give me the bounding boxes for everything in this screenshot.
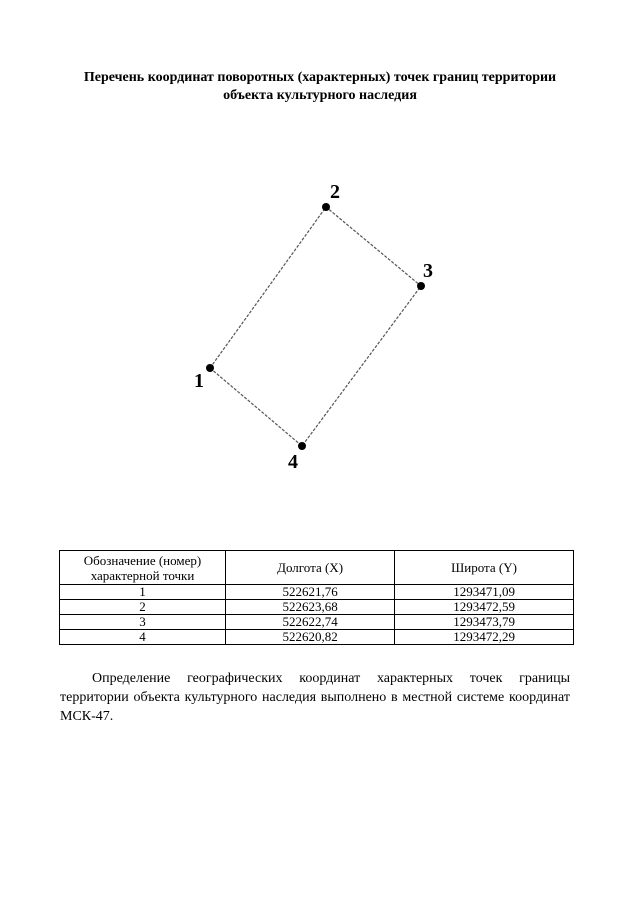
point-label-1: 1 xyxy=(194,370,204,392)
cell-longitude: 522621,76 xyxy=(226,585,395,600)
header-point-designation: Обозначение (номер) характерной точки xyxy=(60,551,226,585)
header-longitude: Долгота (X) xyxy=(226,551,395,585)
cell-longitude: 522622,74 xyxy=(226,615,395,630)
point-marker-2 xyxy=(322,203,330,211)
cell-longitude: 522623,68 xyxy=(226,600,395,615)
coordinates-table xyxy=(59,550,574,645)
point-marker-4 xyxy=(298,442,306,450)
cell-latitude: 1293472,59 xyxy=(395,600,574,615)
table-row xyxy=(60,600,574,615)
cell-point-number: 4 xyxy=(60,630,226,645)
table-row xyxy=(60,615,574,630)
cell-latitude: 1293473,79 xyxy=(395,615,574,630)
cell-latitude: 1293472,29 xyxy=(395,630,574,645)
cell-longitude: 522620,82 xyxy=(226,630,395,645)
cell-latitude: 1293471,09 xyxy=(395,585,574,600)
table-row xyxy=(60,630,574,645)
table-row xyxy=(60,585,574,600)
cell-point-number: 1 xyxy=(60,585,226,600)
point-label-2: 2 xyxy=(330,181,340,203)
cell-point-number: 2 xyxy=(60,600,226,615)
point-marker-1 xyxy=(206,364,214,372)
table-header-row xyxy=(60,551,574,585)
point-label-3: 3 xyxy=(423,260,433,282)
title-line-2: объекта культурного наследия xyxy=(223,88,417,103)
point-marker-3 xyxy=(417,282,425,290)
header-latitude: Широта (Y) xyxy=(395,551,574,585)
cell-point-number: 3 xyxy=(60,615,226,630)
point-label-4: 4 xyxy=(288,451,298,473)
boundary-polygon xyxy=(210,207,421,446)
coordinate-system-note: Определение географических координат характерных точек границы территории объекта культурного наследия выполнено в местной системе координат МСК-47. xyxy=(60,671,570,724)
title-line-1: Перечень координат поворотных (характерных) точек границ территории xyxy=(83,70,557,85)
